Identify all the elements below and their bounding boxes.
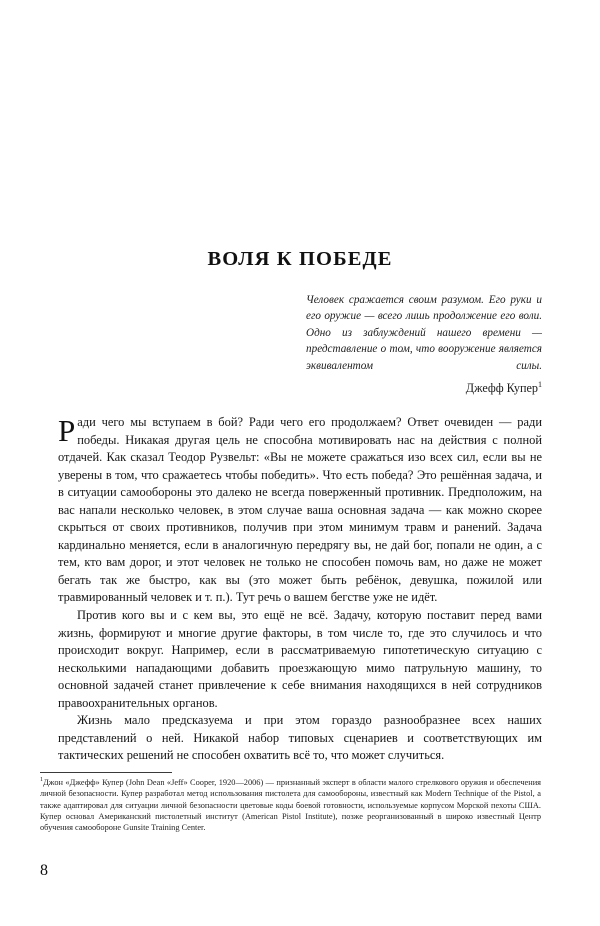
page-title: ВОЛЯ К ПОБЕДЕ (207, 247, 393, 270)
footnote-separator-rule (40, 772, 172, 773)
page-number: 8 (40, 862, 48, 879)
drop-cap: Р (58, 413, 76, 448)
epigraph-author: Джефф Купер (465, 381, 538, 396)
paragraph-1 (58, 414, 542, 607)
epigraph-attribution (306, 380, 542, 396)
paragraph-1-text: ади чего мы вступаем в бой? Ради чего его продолжаем? Ответ очевиден — ради победы. Никакая другая цель не способна мотивировать нас на действия с полной отдачей. Как сказал Теодор Рузвельт: «Вы не можете сражаться изо всех сил, если вы не уверены в том, что сражаетесь чтобы победить». Что есть победа? Это решённая задача, и в ситуации самообороны это далеко не всегда поверженный противник. Предположим, на вас напали несколько человек, в этом случае ваша основная задача — как можно скорее скрыться от своих противников, получив при этом минимум травм и ранений. Задача кардинально меняется, если в аналогичную передрягу вы, не дай бог, попали не один, а с тем, кто вам дорог, и этот человек не только не способен помочь вам, но даже не может бегать так же быстро, как вы (это может быть ребёнок, девушка, пожилой или травмированный человек и т. п.). Тут речь о вашем бегстве уже не идёт. (58, 415, 542, 605)
epigraph-block (306, 292, 542, 396)
paragraph-2-text: Против кого вы и с кем вы, это ещё не всё. Задачу, которую поставит перед вами жизнь, формируют и многие другие факторы, в том числе то, где это случилось и что происходит вокруг. Например, если в рассматриваемую гипотетическую ситуацию с несколькими нападающими добавить проезжающую мимо патрульную машину, то основной задачей станет привлечение к себе внимания находящихся в ней сотрудников правоохранительных органов. (58, 608, 542, 710)
paragraph-2 (58, 607, 542, 712)
footnote-marker: 1 (40, 776, 44, 784)
paragraph-3-text: Жизнь мало предсказуема и при этом гораздо разнообразнее всех наших представлений о ней. Никакой набор типовых сценариев и соответствующих им тактических решений не способен охватить всё то, что может случиться. (58, 713, 542, 763)
epigraph-text: Человек сражается своим разумом. Его руки и его оружие — всего лишь продолжение его воли. Одно из заблуждений нашего времени — представление о том, что вооружение является эквивалентом силы. (306, 294, 542, 372)
footnote-block (40, 777, 541, 834)
paragraph-3 (58, 712, 542, 765)
footnote-reference-marker: 1 (538, 379, 542, 389)
footnote-text: Джон «Джефф» Купер (John Dean «Jeff» Cooper, 1920—2006) — признанный эксперт в области малого стрелкового оружия и обеспечения личной безопасности. Купер разработал метод использования пистолета для самообороны, известный как Modern Technique of the Pistol, а также адаптировал для ситуации личной безопасности цветовые коды боевой готовности, используемые корпусом Морской пехоты США. Купер основал Американский пистолетный институт (American Pistol Institute), позже реорганизованный в широко известный Центр обучения самообороне Gunsite Training Center. (40, 778, 541, 833)
body-text (58, 414, 542, 765)
